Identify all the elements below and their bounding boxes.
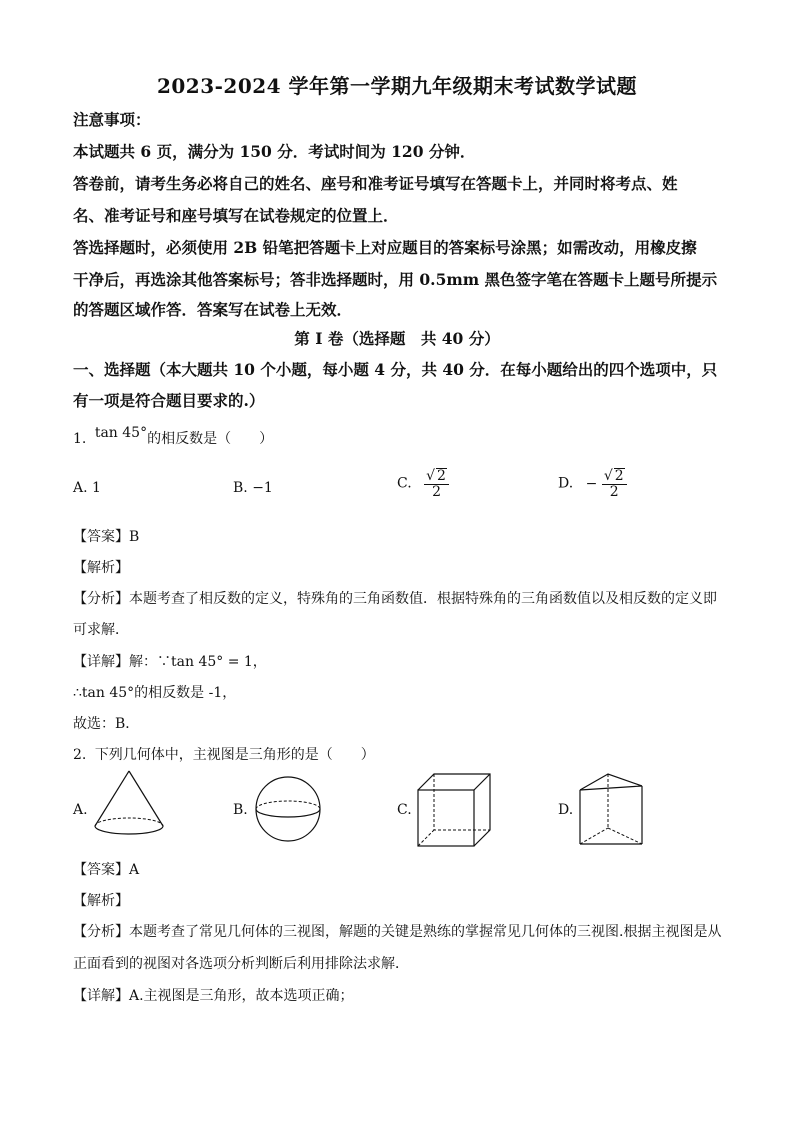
- q1-answer: 【答案】B: [73, 529, 140, 545]
- q2-analysis-line-2: 正面看到的视图对各选项分析判断后利用排除法求解．: [73, 956, 409, 972]
- q1-option-b: B. −1: [233, 480, 273, 496]
- radicand: 2: [614, 468, 624, 484]
- q2-option-b-label: B.: [233, 802, 248, 818]
- question-2-number: 2.: [73, 747, 87, 763]
- question-1-text: 的相反数是（ ）: [147, 431, 274, 447]
- q2-analysis-tag: 【解析】: [73, 893, 129, 909]
- question-2-text: 下列几何体中，主视图是三角形的是（ ）: [94, 747, 375, 763]
- notice-line-6: 的答题区域作答．答案写在试卷上无效．: [73, 300, 353, 319]
- part-one-instructions-2: 有一项是符合题目要求的.）: [73, 391, 265, 410]
- q1-option-c: [397, 468, 449, 499]
- cube-icon: [416, 772, 492, 848]
- notice-line-1: 本试题共 6 页，满分为 150 分．考试时间为 120 分钟．: [73, 142, 476, 161]
- q1-option-d-label: D.: [558, 475, 574, 492]
- q2-option-a-label: A.: [73, 802, 88, 818]
- q1-analysis-tag: 【解析】: [73, 560, 129, 576]
- triangular-prism-icon: [578, 772, 644, 848]
- q2-analysis-line-1: 【分析】本题考查了常见几何体的三视图，解题的关键是熟练的掌握常见几何体的三视图.根据主视图是从: [73, 924, 722, 940]
- notice-line-3: 名、准考证号和座号填写在试卷规定的位置上．: [73, 206, 399, 225]
- q1-detail-line-1: 【详解】解：∵tan 45° = 1，: [73, 654, 267, 670]
- q2-answer: 【答案】A: [73, 862, 140, 878]
- part-one-instructions-1: 一、选择题（本大题共 10 个小题，每小题 4 分，共 40 分．在每小题给出的四个选项中，只: [73, 360, 718, 379]
- question-1-expression: tan 45°: [94, 425, 148, 441]
- q1-detail-line-3: 故选：B．: [73, 716, 140, 732]
- notice-heading: 注意事项：: [73, 110, 151, 129]
- q2-option-d-label: D.: [558, 802, 574, 818]
- sphere-icon: [253, 774, 323, 844]
- q2-detail-line-1: 【详解】A.主视图是三角形，故本选项正确；: [73, 988, 354, 1004]
- q2-option-c-label: C.: [397, 802, 412, 818]
- notice-line-5: 干净后，再选涂其他答案标号；答非选择题时，用 0.5mm 黑色签字笔在答题卡上题号所提示: [73, 270, 718, 289]
- radicand: 2: [437, 468, 446, 484]
- notice-line-2: 答卷前，请考生务必将自己的姓名、座号和准考证号填写在答题卡上，并同时将考点、姓: [73, 174, 678, 193]
- question-1: [73, 425, 274, 448]
- q1-option-c-label: C.: [397, 475, 412, 492]
- question-1-number: 1.: [73, 431, 87, 447]
- q1-option-d: [558, 468, 627, 499]
- q1-option-a: A. 1: [73, 480, 101, 496]
- notice-line-4: 答选择题时，必须使用 2B 铅笔把答题卡上对应题目的答案标号涂黑；如需改动，用橡皮擦: [73, 238, 697, 257]
- q1-analysis-line-2: 可求解．: [73, 622, 129, 638]
- denominator: 2: [432, 483, 441, 500]
- page-title: 2023-2024 学年第一学期九年级期末考试数学试题: [156, 74, 638, 98]
- denominator: 2: [609, 483, 619, 500]
- q1-option-d-fraction: $\frac{√ 2}{2}$: [602, 468, 627, 499]
- q1-detail-line-2: ∴tan 45°的相反数是 -1，: [73, 685, 237, 701]
- question-2: [73, 744, 375, 764]
- q1-analysis-line-1: 【分析】本题考查了相反数的定义，特殊角的三角函数值．根据特殊角的三角函数值以及相反数的定义即: [73, 591, 717, 607]
- q1-option-c-fraction: $\frac{√ 2}{2}$: [424, 468, 449, 499]
- cone-icon: [92, 768, 166, 842]
- minus-sign: −: [585, 475, 598, 492]
- section-header: 第 I 卷（选择题 共 40 分）: [294, 329, 500, 348]
